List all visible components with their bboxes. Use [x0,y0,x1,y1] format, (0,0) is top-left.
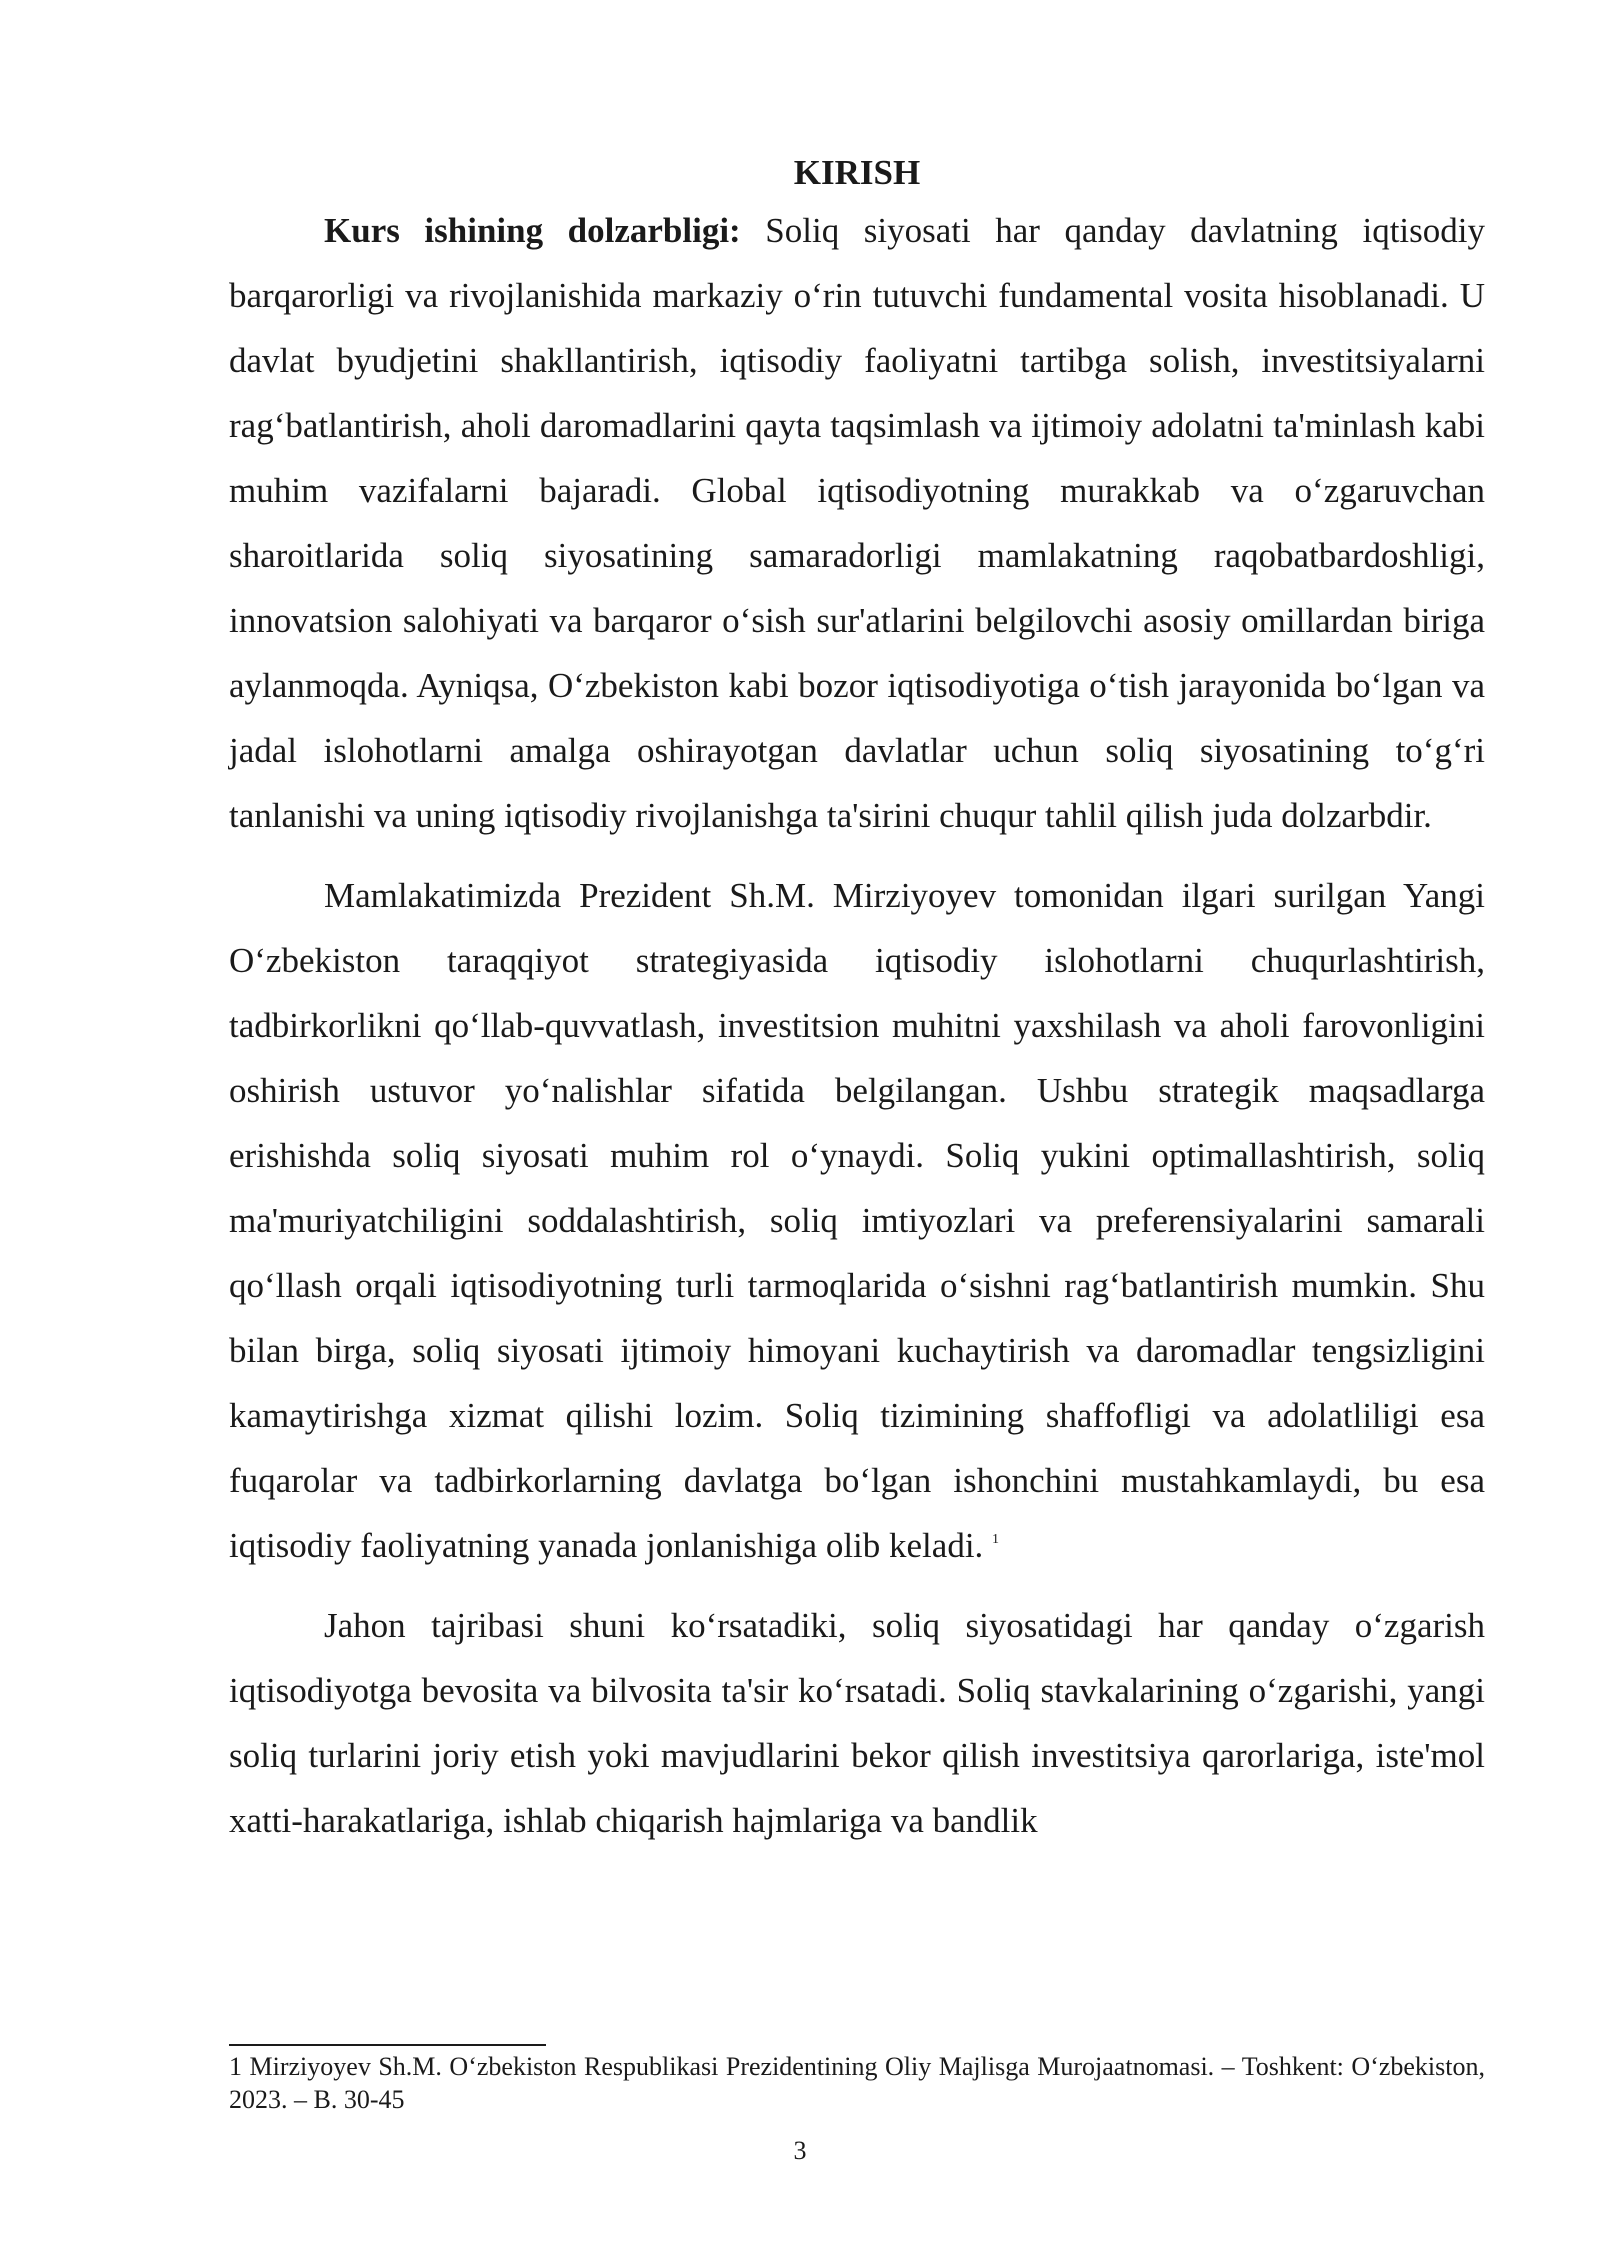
page-number: 3 [793,2136,807,2165]
paragraph-lead: Kurs ishining dolzarbligi: [324,211,741,250]
paragraph-text: Soliq siyosati har qanday davlatning iqtisodiy barqarorligi va rivojlanishida markaziy o‘rin tutuvchi fundamental vosita hisoblanadi. U davlat byudjetini shakllantirish, iqtisodiy faoliyatni tartibga solish, investitsiyalarni rag‘batlantirish, aholi daromadlarini qayta taqsimlash va ijtimoiy adolatni ta'minlash kabi muhim vazifalarni bajaradi. Global iqtisodiyotning murakkab va o‘zgaruvchan sharoitlarida soliq siyosatining samaradorligi mamlakatning raqobatbardoshligi, innovatsion salohiyati va barqaror o‘sish sur'atlarini belgilovchi asosiy omillardan biriga aylanmoqda. Ayniqsa, O‘zbekiston kabi bozor iqtisodiyotiga o‘tish jarayonida bo‘lgan va jadal islohotlarni amalga oshirayotgan davlatlar uchun soliq siyosatining to‘g‘ri tanlanishi va uning iqtisodiy rivojlanishga ta'sirini chuqur tahlil qilish juda dolzarbdir. [229,211,1485,835]
page-body [229,148,1485,1853]
paragraph-world-experience [229,1593,1485,1853]
footnote-reference: 1 [992,1532,1000,1547]
page-title: KIRISH [793,153,921,192]
paragraph-strategy [229,863,1485,1578]
paragraph-text: Jahon tajribasi shuni ko‘rsatadiki, soliq siyosatidagi har qanday o‘zgarish iqtisodiyotga bevosita va bilvosita ta'sir ko‘rsatadi. Soliq stavkalarining o‘zgarishi, yangi soliq turlarini joriy etish yoki mavjudlarini bekor qilish investitsiya qarorlariga, iste'mol xatti-harakatlariga, ishlab chiqarish hajmlariga va bandlik [229,1606,1485,1840]
paragraph-text: Mamlakatimizda Prezident Sh.M. Mirziyoyev tomonidan ilgari surilgan Yangi O‘zbekiston taraqqiyot strategiyasida iqtisodiy islohotlarni chuqurlashtirish, tadbirkorlikni qo‘llab-quvvatlash, investitsion muhitni yaxshilash va aholi farovonligini oshirish ustuvor yo‘nalishlar sifatida belgilangan. Ushbu strategik maqsadlarga erishishda soliq siyosati muhim rol o‘ynaydi. Soliq yukini optimallashtirish, soliq ma'muriyatchiligini soddalashtirish, soliq imtiyozlari va preferensiyalarini samarali qo‘llash orqali iqtisodiyotning turli tarmoqlarida o‘sishni rag‘batlantirish mumkin. Shu bilan birga, soliq siyosati ijtimoiy himoyani kuchaytirish va daromadlar tengsizligini kamaytirishga xizmat qilishi lozim. Soliq tizimining shaffofligi va adolatliligi esa fuqarolar va tadbirkorlarning davlatga bo‘lgan ishonchini mustahkamlaydi, bu esa iqtisodiy faoliyatning yanada jonlanishiga olib keladi. [229,876,1485,1565]
footnote-text: 1 Mirziyoyev Sh.M. O‘zbekiston Respublikasi Prezidentining Oliy Majlisga Murojaatnomasi. – Toshkent: O‘zbekiston, 2023. – B. 30-45 [229,2052,1485,2114]
footnote-separator [229,2044,546,2046]
paragraph-relevance [229,198,1485,848]
